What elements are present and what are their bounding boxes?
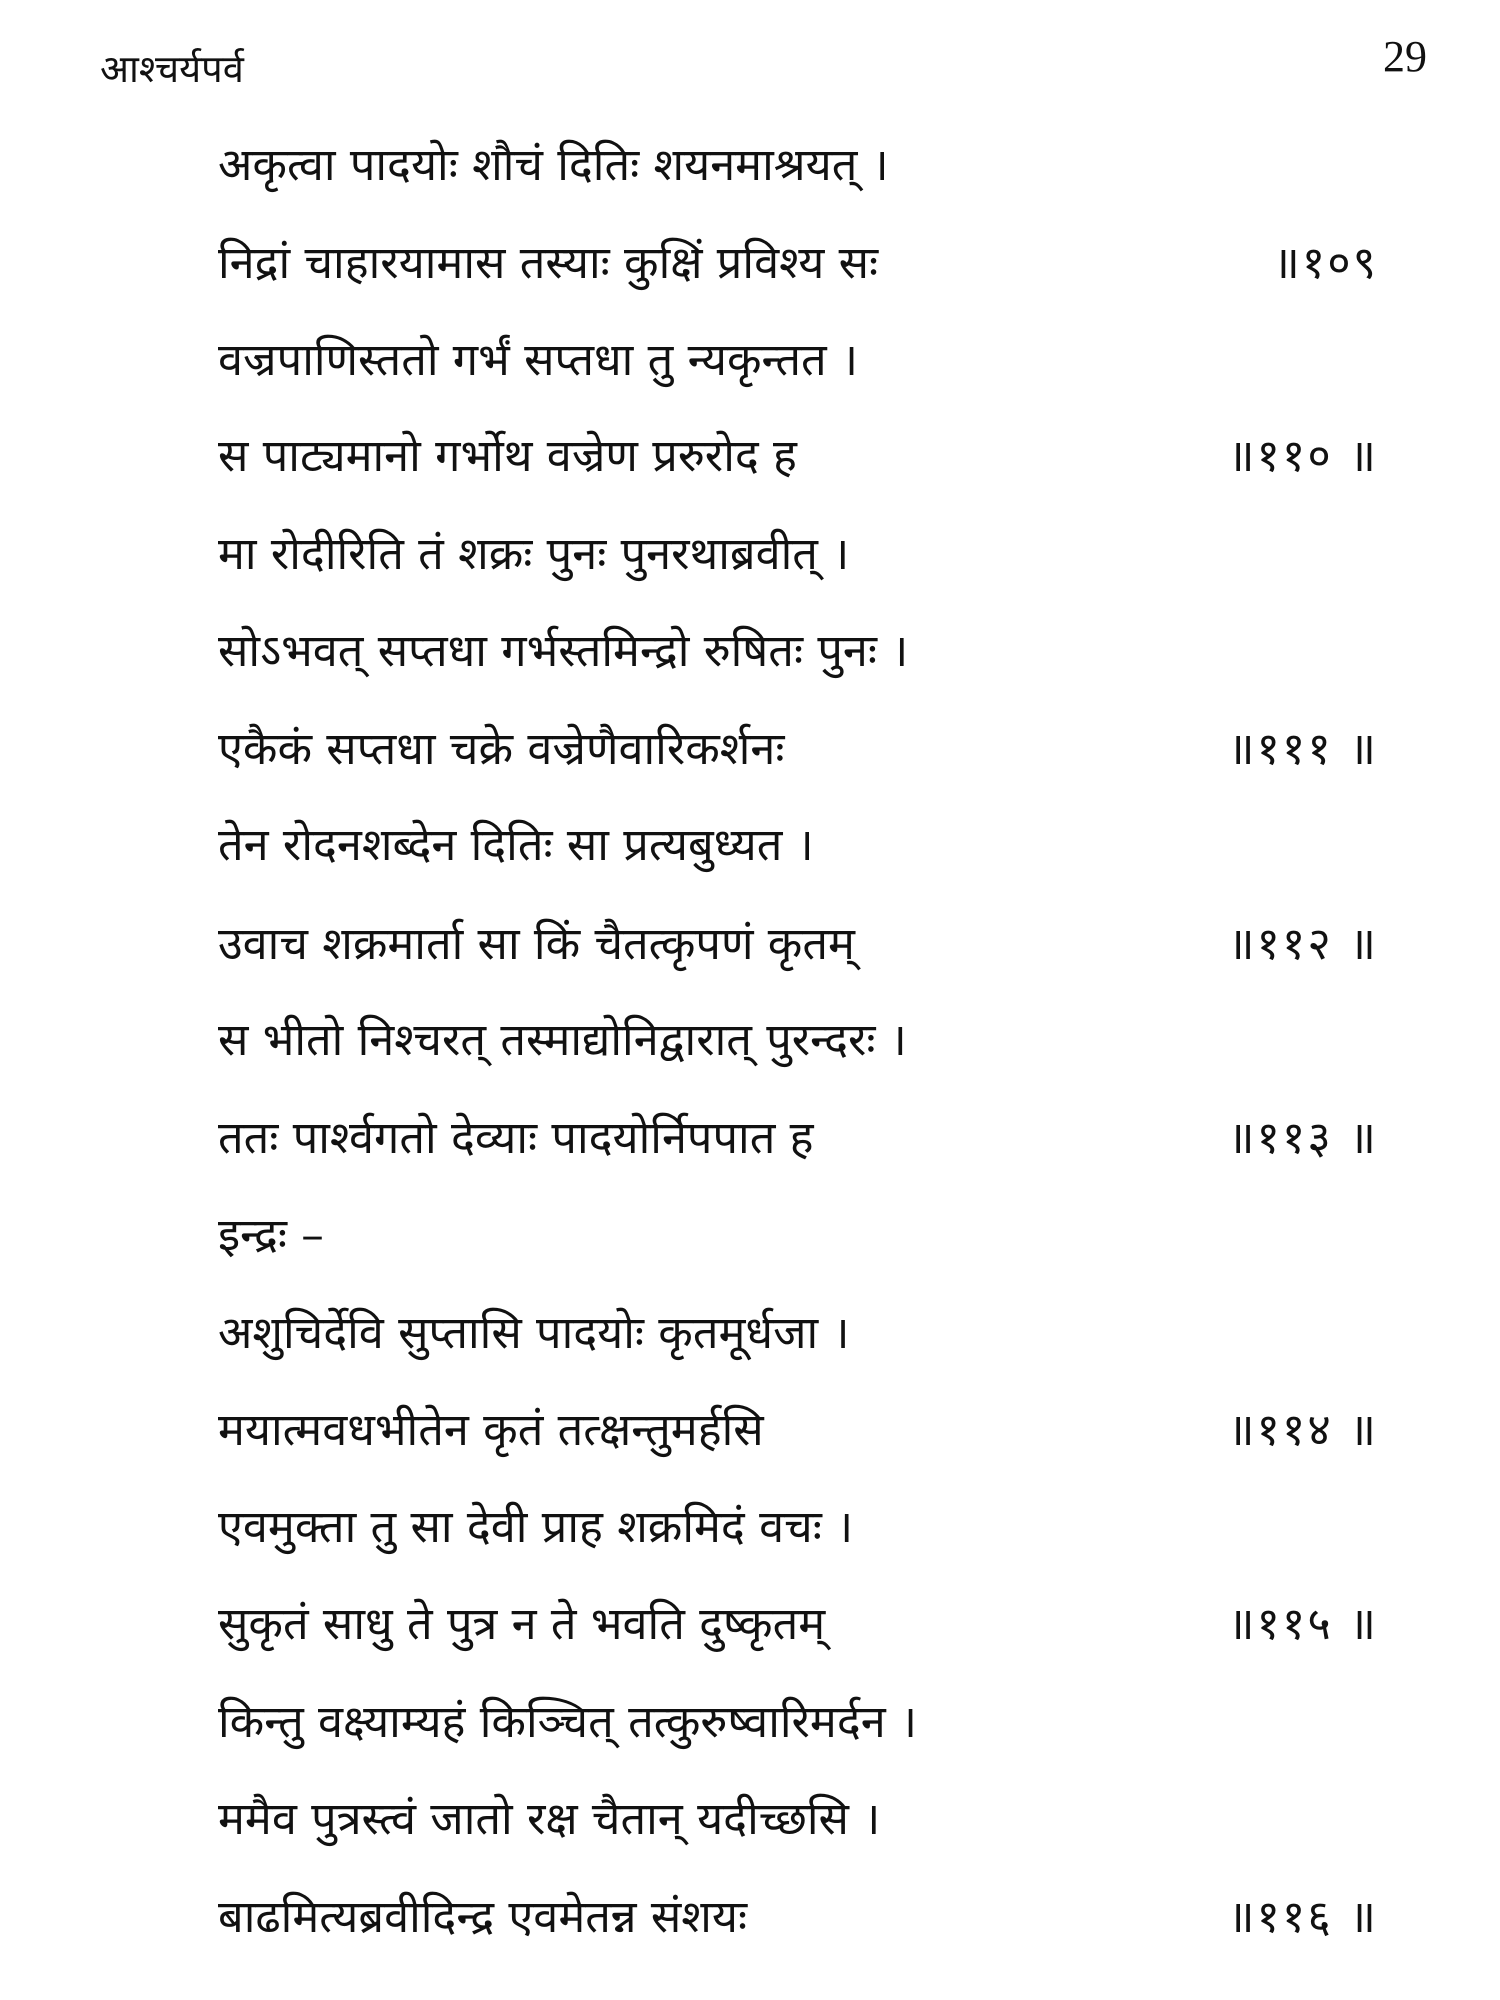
verse-line-text: निद्रां चाहारयामास तस्याः कुक्षिं प्रविश्य सः bbox=[218, 236, 879, 289]
verse-line bbox=[218, 616, 1378, 686]
page-number: 29 bbox=[1383, 32, 1427, 81]
verse-line bbox=[218, 1589, 1378, 1659]
verse-line-text: स भीतो निश्चरत् तस्माद्योनिद्वारात् पुरन्दरः । bbox=[218, 1013, 907, 1066]
verse-line-text: अशुचिर्देवि सुप्तासि पादयोः कृतमूर्धजा । bbox=[218, 1306, 850, 1359]
verse-line-text: तेन रोदनशब्देन दितिः सा प्रत्यबुध्यत । bbox=[218, 818, 814, 871]
verse-line-text: बाढमित्यब्रवीदिन्द्र एवमेतन्न संशयः bbox=[218, 1890, 748, 1943]
verse-line-text: एकैकं सप्तधा चक्रे वज्रेणैवारिकर्शनः bbox=[218, 722, 785, 775]
verse-number: ॥११२ ॥ bbox=[1227, 917, 1378, 970]
verse-line bbox=[218, 909, 1378, 979]
verse-number: ॥१०९ bbox=[1272, 236, 1378, 289]
verse-line bbox=[218, 1298, 1378, 1368]
verse-line bbox=[218, 228, 1378, 298]
verse-line-text: उवाच शक्रमार्ता सा किं चैतत्कृपणं कृतम् bbox=[218, 917, 855, 970]
verse-line bbox=[218, 1492, 1378, 1562]
verse-line bbox=[218, 1687, 1378, 1757]
verse-line-text: वज्रपाणिस्ततो गर्भं सप्तधा तु न्यकृन्तत । bbox=[218, 333, 859, 386]
verse-line-text: सोऽभवत् सप्तधा गर्भस्तमिन्द्रो रुषितः पुनः । bbox=[218, 624, 909, 677]
verse-line-text: ममैव पुत्रस्त्वं जातो रक्ष चैतान् यदीच्छसि । bbox=[218, 1792, 881, 1845]
verse-line-text: स पाट्यमानो गर्भोथ वज्रेण प्ररुरोद ह bbox=[218, 429, 797, 482]
verse-line bbox=[218, 1882, 1378, 1952]
verse-line bbox=[218, 1103, 1378, 1173]
verse-line bbox=[218, 714, 1378, 784]
verse-line bbox=[218, 1005, 1378, 1075]
verse-number: ॥११३ ॥ bbox=[1227, 1111, 1378, 1164]
verse-line-text: सुकृतं साधु ते पुत्र न ते भवति दुष्कृतम् bbox=[218, 1597, 826, 1650]
verse-number: ॥११६ ॥ bbox=[1227, 1890, 1378, 1943]
verse-line-text: मा रोदीरिति तं शक्रः पुनः पुनरथाब्रवीत् । bbox=[218, 527, 850, 580]
verse-line bbox=[218, 1784, 1378, 1854]
verse-line bbox=[218, 1395, 1378, 1465]
verse-line bbox=[218, 325, 1378, 395]
verse-line-text: अकृत्वा पादयोः शौचं दितिः शयनमाश्रयत् । bbox=[218, 138, 889, 191]
verse-line-text: मयात्मवधभीतेन कृतं तत्क्षन्तुमर्हसि bbox=[218, 1403, 764, 1456]
verse-line-text: ततः पार्श्वगतो देव्याः पादयोर्निपपात ह bbox=[218, 1111, 814, 1164]
verse-number: ॥११४ ॥ bbox=[1227, 1403, 1378, 1456]
verse-line bbox=[218, 130, 1378, 200]
verse-line-text: किन्तु वक्ष्याम्यहं किञ्चित् तत्कुरुष्वारिमर्दन । bbox=[218, 1695, 918, 1748]
speaker-label bbox=[218, 1200, 1378, 1270]
verse-line bbox=[218, 519, 1378, 589]
running-header-title: आश्चर्यपर्व bbox=[100, 47, 244, 91]
verse-number: ॥१११ ॥ bbox=[1227, 722, 1378, 775]
verse-line bbox=[218, 421, 1378, 491]
verse-number: ॥११५ ॥ bbox=[1227, 1597, 1378, 1650]
speaker-label-text: इन्द्रः – bbox=[218, 1208, 324, 1261]
verse-line-text: एवमुक्ता तु सा देवी प्राह शक्रमिदं वचः । bbox=[218, 1500, 854, 1553]
verse-number: ॥११० ॥ bbox=[1227, 429, 1378, 482]
verse-line bbox=[218, 810, 1378, 880]
